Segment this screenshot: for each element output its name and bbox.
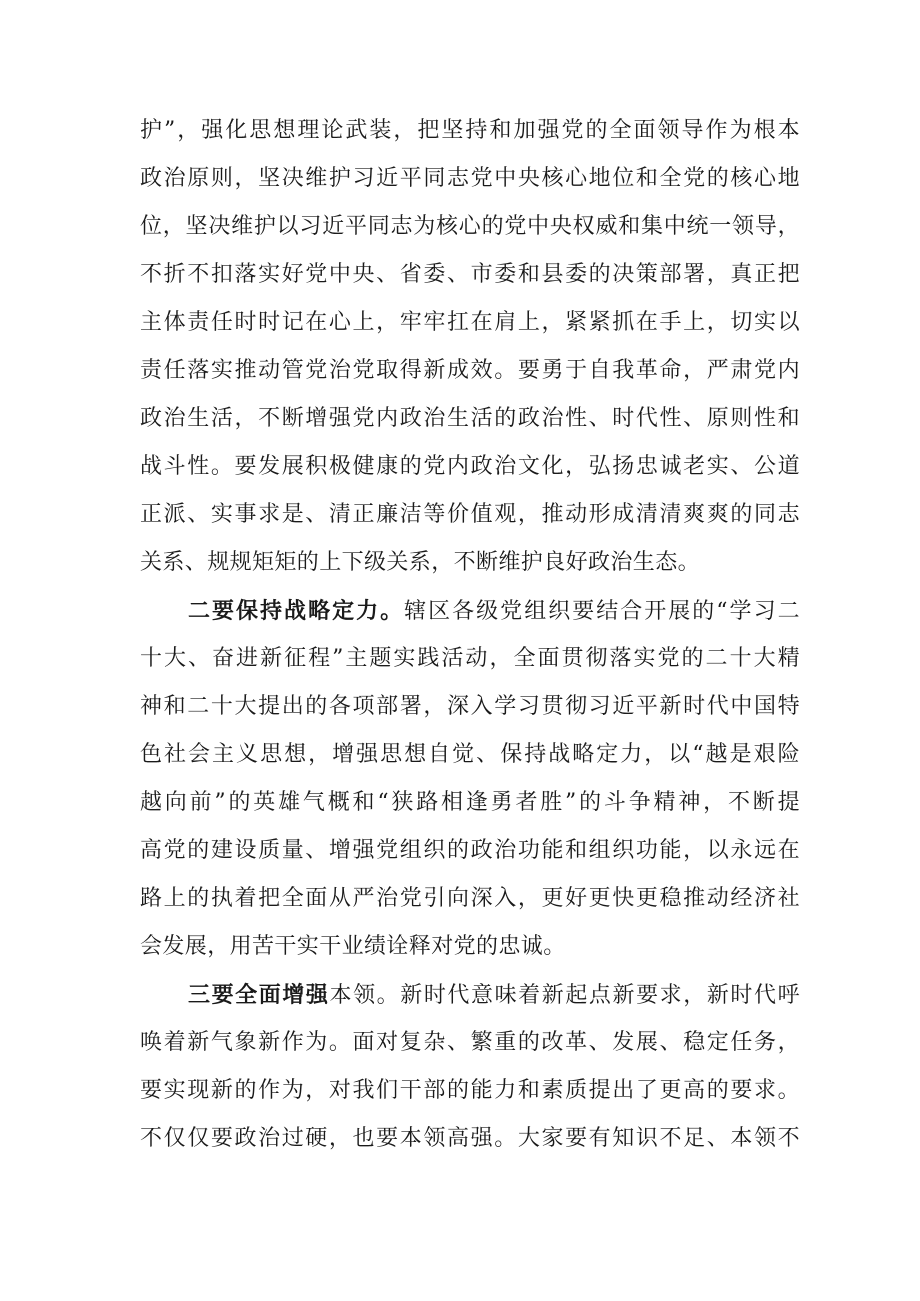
text-line: 会发展，用苦干实干业绩诠释对党的忠诚。	[140, 934, 566, 959]
text-line: 越向前”的英雄气概和“狭路相逢勇者胜”的斗争精神，不断提	[140, 790, 800, 815]
text-line: 关系、规规矩矩的上下级关系，不断维护良好政治生态。	[140, 550, 701, 575]
paragraph-text: 本领。新时代意味着新起点新要求，新时代呼	[329, 983, 800, 1008]
text-line: 不仅仅要政治过硬，也要本领高强。大家要有知识不足、本领不	[140, 1126, 800, 1151]
text-line: 路上的执着把全面从严治党引向深入，更好更快更稳推动经济社	[140, 886, 800, 911]
paragraph-text: 辖区各级党组织要结合开展的“学习二	[404, 599, 800, 624]
text-line: 正派、实事求是、清正廉洁等价值观，推动形成清清爽爽的同志	[140, 502, 800, 527]
paragraph-first-line	[140, 971, 800, 1019]
text-line: 要实现新的作为，对我们干部的能力和素质提出了更高的要求。	[140, 1078, 800, 1103]
text-line: 政治原则，坚决维护习近平同志党中央核心地位和全党的核心地	[140, 166, 800, 191]
paragraph-heading: 三要全面增强	[188, 982, 330, 1008]
text-line: 主体责任时时记在心上，牢牢扛在肩上，紧紧抓在手上，切实以	[140, 310, 800, 335]
text-line: 政治生活，不断增强党内政治生活的政治性、时代性、原则性和	[140, 406, 800, 431]
text-line: 神和二十大提出的各项部署，深入学习贯彻习近平新时代中国特	[140, 694, 800, 719]
text-line: 唤着新气象新作为。面对复杂、繁重的改革、发展、稳定任务，	[140, 1030, 800, 1055]
paragraph-1	[140, 107, 800, 587]
text-line: 责任落实推动管党治党取得新成效。要勇于自我革命，严肃党内	[140, 358, 800, 383]
paragraph-heading: 二要保持战略定力。	[188, 598, 405, 624]
document-body	[140, 107, 800, 1163]
paragraph-3	[140, 971, 800, 1163]
text-line: 高党的建设质量、增强党组织的政治功能和组织功能，以永远在	[140, 838, 800, 863]
text-line: 战斗性。要发展积极健康的党内政治文化，弘扬忠诚老实、公道	[140, 454, 800, 479]
paragraph-first-line	[140, 587, 800, 635]
text-line: 护”，强化思想理论武装，把坚持和加强党的全面领导作为根本	[140, 118, 800, 143]
text-line: 不折不扣落实好党中央、省委、市委和县委的决策部署，真正把	[140, 262, 800, 287]
text-line: 色社会主义思想，增强思想自觉、保持战略定力，以“越是艰险	[140, 742, 800, 767]
paragraph-2	[140, 587, 800, 971]
text-line: 位，坚决维护以习近平同志为核心的党中央权威和集中统一领导，	[140, 214, 800, 239]
text-line: 十大、奋进新征程”主题实践活动，全面贯彻落实党的二十大精	[140, 646, 800, 671]
